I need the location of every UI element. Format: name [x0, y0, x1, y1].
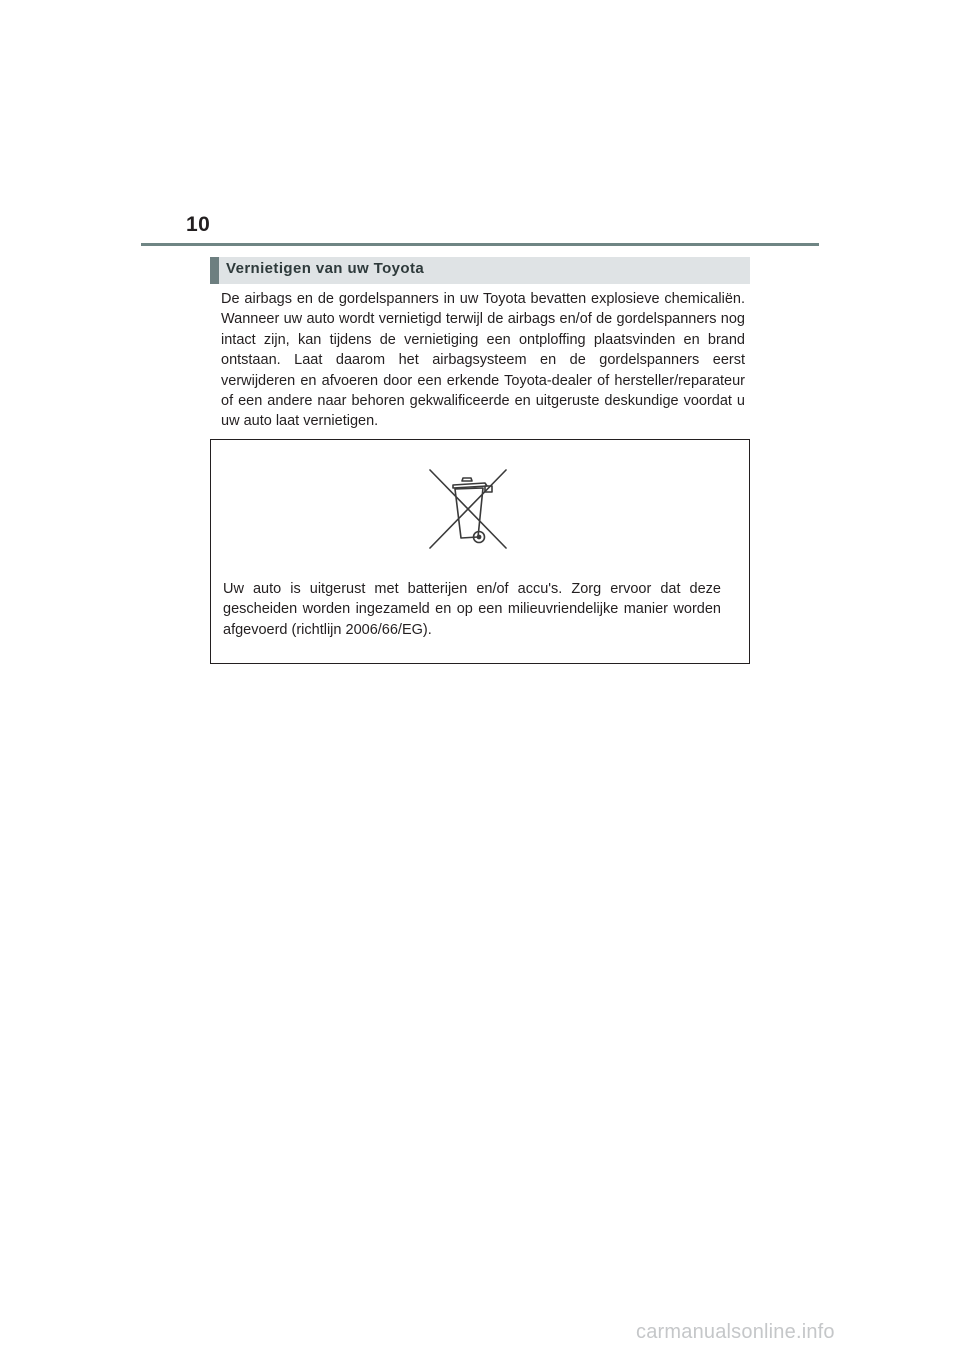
notice-text: Uw auto is uitgerust met batterijen en/of accu's. Zorg ervoor dat deze gescheiden worden ingezameld en op een milieuvriendelijke manier worden afgevoerd (richtlijn 2006/66/EG). — [223, 581, 721, 638]
section-body-text: De airbags en de gordelspanners in uw Toyota bevatten explosieve chemicaliën. Wanneer uw auto wordt vernietigd terwijl de airbags en/of de gordelspanners nog intact zijn, kan tijdens de vernietiging een ontploffing plaatsvinden en brand ontstaan. Laat daarom het airbagsysteem en de gordelspanners eerst verwijderen en afvoeren door een erkende Toyota-dealer of hersteller/reparateur of een andere naar behoren gekwalificeerde en uitgeruste deskundige voordat u uw auto laat vernietigen. — [221, 291, 745, 430]
watermark: carmanualsonline.info — [636, 1321, 835, 1343]
header-rule — [141, 243, 819, 246]
section-title: Vernietigen van uw Toyota — [226, 260, 425, 277]
page-number: 10 — [186, 213, 211, 236]
section-heading — [210, 257, 750, 284]
battery-disposal-notice — [210, 439, 750, 664]
crossed-out-wheelie-bin-icon — [427, 467, 509, 551]
